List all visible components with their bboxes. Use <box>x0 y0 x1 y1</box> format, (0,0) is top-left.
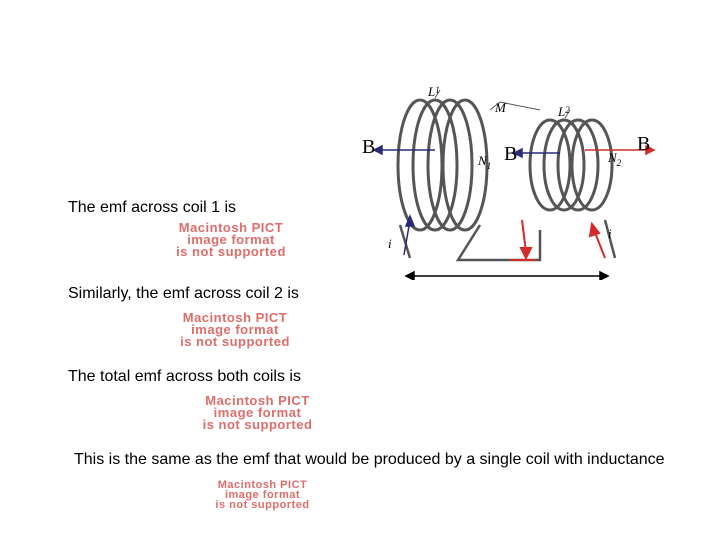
pict-placeholder-2: Macintosh PICT image format is not supported <box>180 310 290 349</box>
current-arrow-left <box>404 216 414 255</box>
pict-placeholder-4: Macintosh PICT image format is not supported <box>215 479 310 511</box>
current-arrow-red-1 <box>521 220 531 258</box>
field-label-b-left: B <box>362 136 376 158</box>
total-emf-text: The total emf across both coils is <box>68 368 301 385</box>
coupled-coils-diagram <box>340 80 720 280</box>
field-label-b-right: B <box>637 133 651 155</box>
label-l2: $L^2$ <box>558 104 570 119</box>
label-n1: $N_1$ <box>478 153 492 171</box>
label-i-left: i <box>388 236 392 251</box>
label-l1: $L^1$ <box>428 84 440 99</box>
single-coil-text: This is the same as the emf that would be produced by a single coil with inductance <box>74 451 665 468</box>
field-label-b-middle: B <box>504 143 518 165</box>
emf-coil-1-text: The emf across coil 1 is <box>68 199 237 216</box>
field-arrow-middle <box>514 149 560 157</box>
coil-1 <box>398 100 487 230</box>
field-arrow-left <box>374 146 435 154</box>
label-i-right: i <box>608 226 612 241</box>
current-arrow-red-2 <box>590 224 605 258</box>
emf-coil-2-text: Similarly, the emf across coil 2 is <box>68 285 299 302</box>
label-n2: $N_2$ <box>608 150 622 168</box>
label-m: M <box>495 100 506 115</box>
pict-placeholder-1: Macintosh PICT image format is not supported <box>176 220 286 259</box>
coil-2 <box>530 120 612 210</box>
connecting-wire <box>400 220 615 260</box>
length-arrow <box>406 272 608 280</box>
pict-placeholder-3: Macintosh PICT image format is not supported <box>202 393 313 432</box>
